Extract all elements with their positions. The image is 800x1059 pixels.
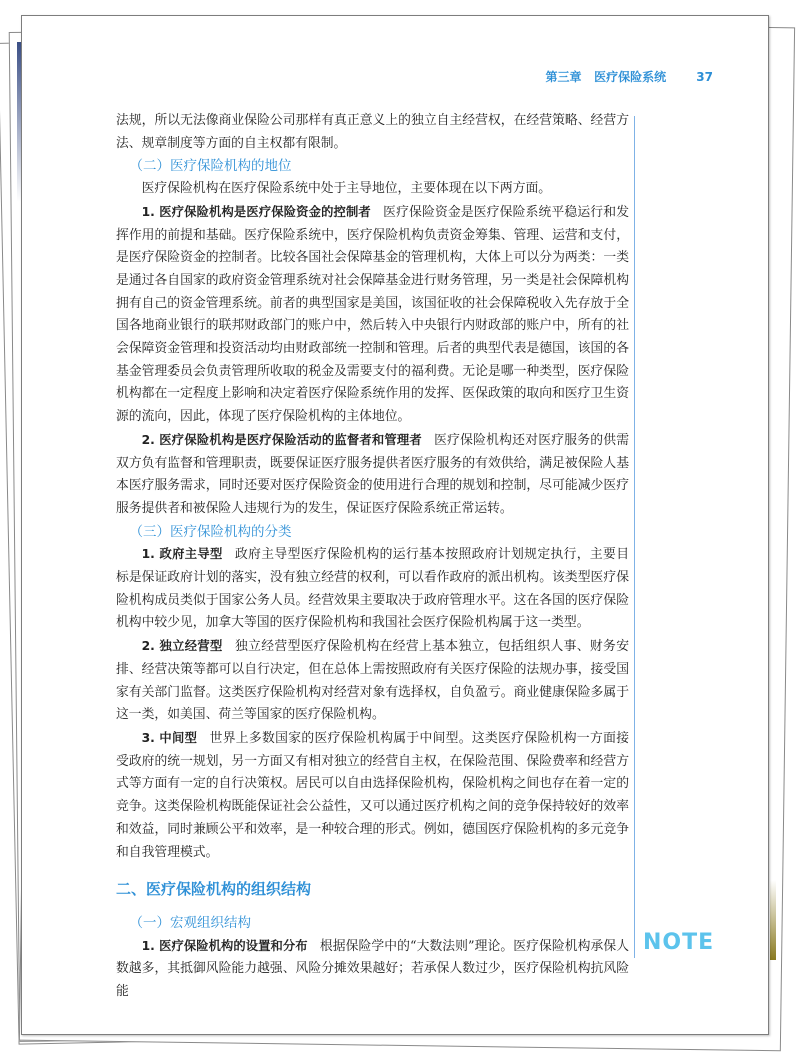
running-header [22, 68, 713, 85]
book-page [21, 15, 769, 1035]
subheading-status: （二）医疗保险机构的地位 [129, 158, 292, 175]
paragraph [116, 543, 629, 635]
item-text: 政府主导型医疗保险机构的运行基本按照政府计划规定执行，主要目标是保证政府计划的落实，没有独立经营的权利，可以看作政府的派出机构。该类型医疗保险机构成员类似于国家公务人员。经营效果主要取决于政府管理水平。这在各国的医疗保险机构中较少见，加拿大等国的医疗保险机构和我国社会医疗保险机构属于这一类型。 [116, 547, 630, 631]
item-title: 3. 中间型 [141, 730, 198, 745]
page-number: 37 [696, 70, 713, 84]
item-text: 根据保险学中的“大数法则”理论。医疗保险机构承保人数越多，其抵御风险能力越强、风险分摊效果越好；若承保人数过少，医疗保险机构抗风险能 [116, 938, 629, 1000]
note-label: NOTE [643, 930, 715, 955]
item-text: 医疗保险资金是医疗保险系统平稳运行和发挥作用的前提和基础。医疗保险系统中，医疗保险机构负责资金筹集、管理、运营和支付，是医疗保险资金的控制者。比较各国社会保障基金的管理机构，大体上可以分为两类：一类是通过各自国家的政府资金管理系统对社会保障基金进行财务管理，另一类是社会保障机构拥有自己的资金管理系统。前者的典型国家是美国，该国征收的社会保障税收入先存放于全国各地商业银行的联邦财政部门的账户中，然后转入中央银行内财政部的账户中，所有的社会保障资金管理和投资活动均由财政部统一控制和管理。后者的典型代表是德国，该国的各基金管理委员会负责管理所收取的税金及需要支付的福利费。无论是哪一种类型，医疗保险机构都在一定程度上影响和决定着医疗保险系统作用的发挥、医保政策的取向和医疗卫生资源的流向，因此，体现了医疗保险机构的主体地位。 [116, 204, 630, 425]
chapter-number: 第三章 [545, 70, 582, 84]
item-title: 2. 医疗保险机构是医疗保险活动的监督者和管理者 [141, 432, 422, 447]
paragraph [116, 935, 629, 1004]
item-title: 1. 医疗保险机构是医疗保险资金的控制者 [141, 204, 371, 219]
item-title: 2. 独立经营型 [141, 639, 223, 654]
paragraph: 医疗保险机构在医疗保险系统中处于主导地位，主要体现在以下两方面。 [141, 181, 552, 197]
paragraph [116, 201, 629, 429]
paragraph [116, 635, 629, 727]
paragraph [116, 429, 629, 521]
margin-rule [634, 116, 635, 958]
item-text: 独立经营型医疗保险机构在经营上基本独立，包括组织人事、财务安排、经营决策等都可以自行决定，但在总体上需按照政府有关医疗保险的法规办事，接受国家有关部门监督。这类医疗保险机构对经营对象有选择权，自负盈亏。商业健康保险多属于这一类，如美国、荷兰等国家的医疗保险机构。 [116, 639, 630, 723]
subheading-macro: （一）宏观组织结构 [129, 914, 251, 931]
section-heading: 二、医疗保险机构的组织结构 [116, 880, 312, 899]
chapter-title: 医疗保险系统 [594, 70, 667, 84]
paragraph [116, 727, 629, 864]
page-body [116, 110, 629, 1004]
item-title: 1. 医疗保险机构的设置和分布 [141, 938, 308, 953]
subheading-types: （三）医疗保险机构的分类 [129, 523, 292, 540]
item-text: 医疗保险机构还对医疗服务的供需双方负有监督和管理职责，既要保证医疗服务提供者医疗服务的有效供给，满足被保险人基本医疗服务需求，同时还要对医疗保险资金的使用进行合理的规划和控制，尽可能减少医疗服务提供者和被保险人违规行为的发生，保证医疗保险系统正常运转。 [116, 432, 630, 516]
item-title: 1. 政府主导型 [141, 547, 223, 562]
paragraph: 法规，所以无法像商业保险公司那样有真正意义上的独立自主经营权，在经营策略、经营方法、规章制度等方面的自主权都有限制。 [116, 113, 629, 151]
page-edge-stripe [770, 880, 776, 960]
item-text: 世界上多数国家的医疗保险机构属于中间型。这类医疗保险机构一方面接受政府的统一规划，另一方面又有相对独立的经营自主权，在保险范围、保险费率和经营方式等方面有一定的自行决策权。居民可以自由选择保险机构，保险机构之间也存在着一定的竞争。这类保险机构既能保证社会公益性，又可以通过医疗机构之间的竞争保持较好的效率和效益，同时兼顾公平和效率，是一种较合理的形式。例如，德国医疗保险机构的多元竞争和自我管理模式。 [116, 730, 630, 860]
